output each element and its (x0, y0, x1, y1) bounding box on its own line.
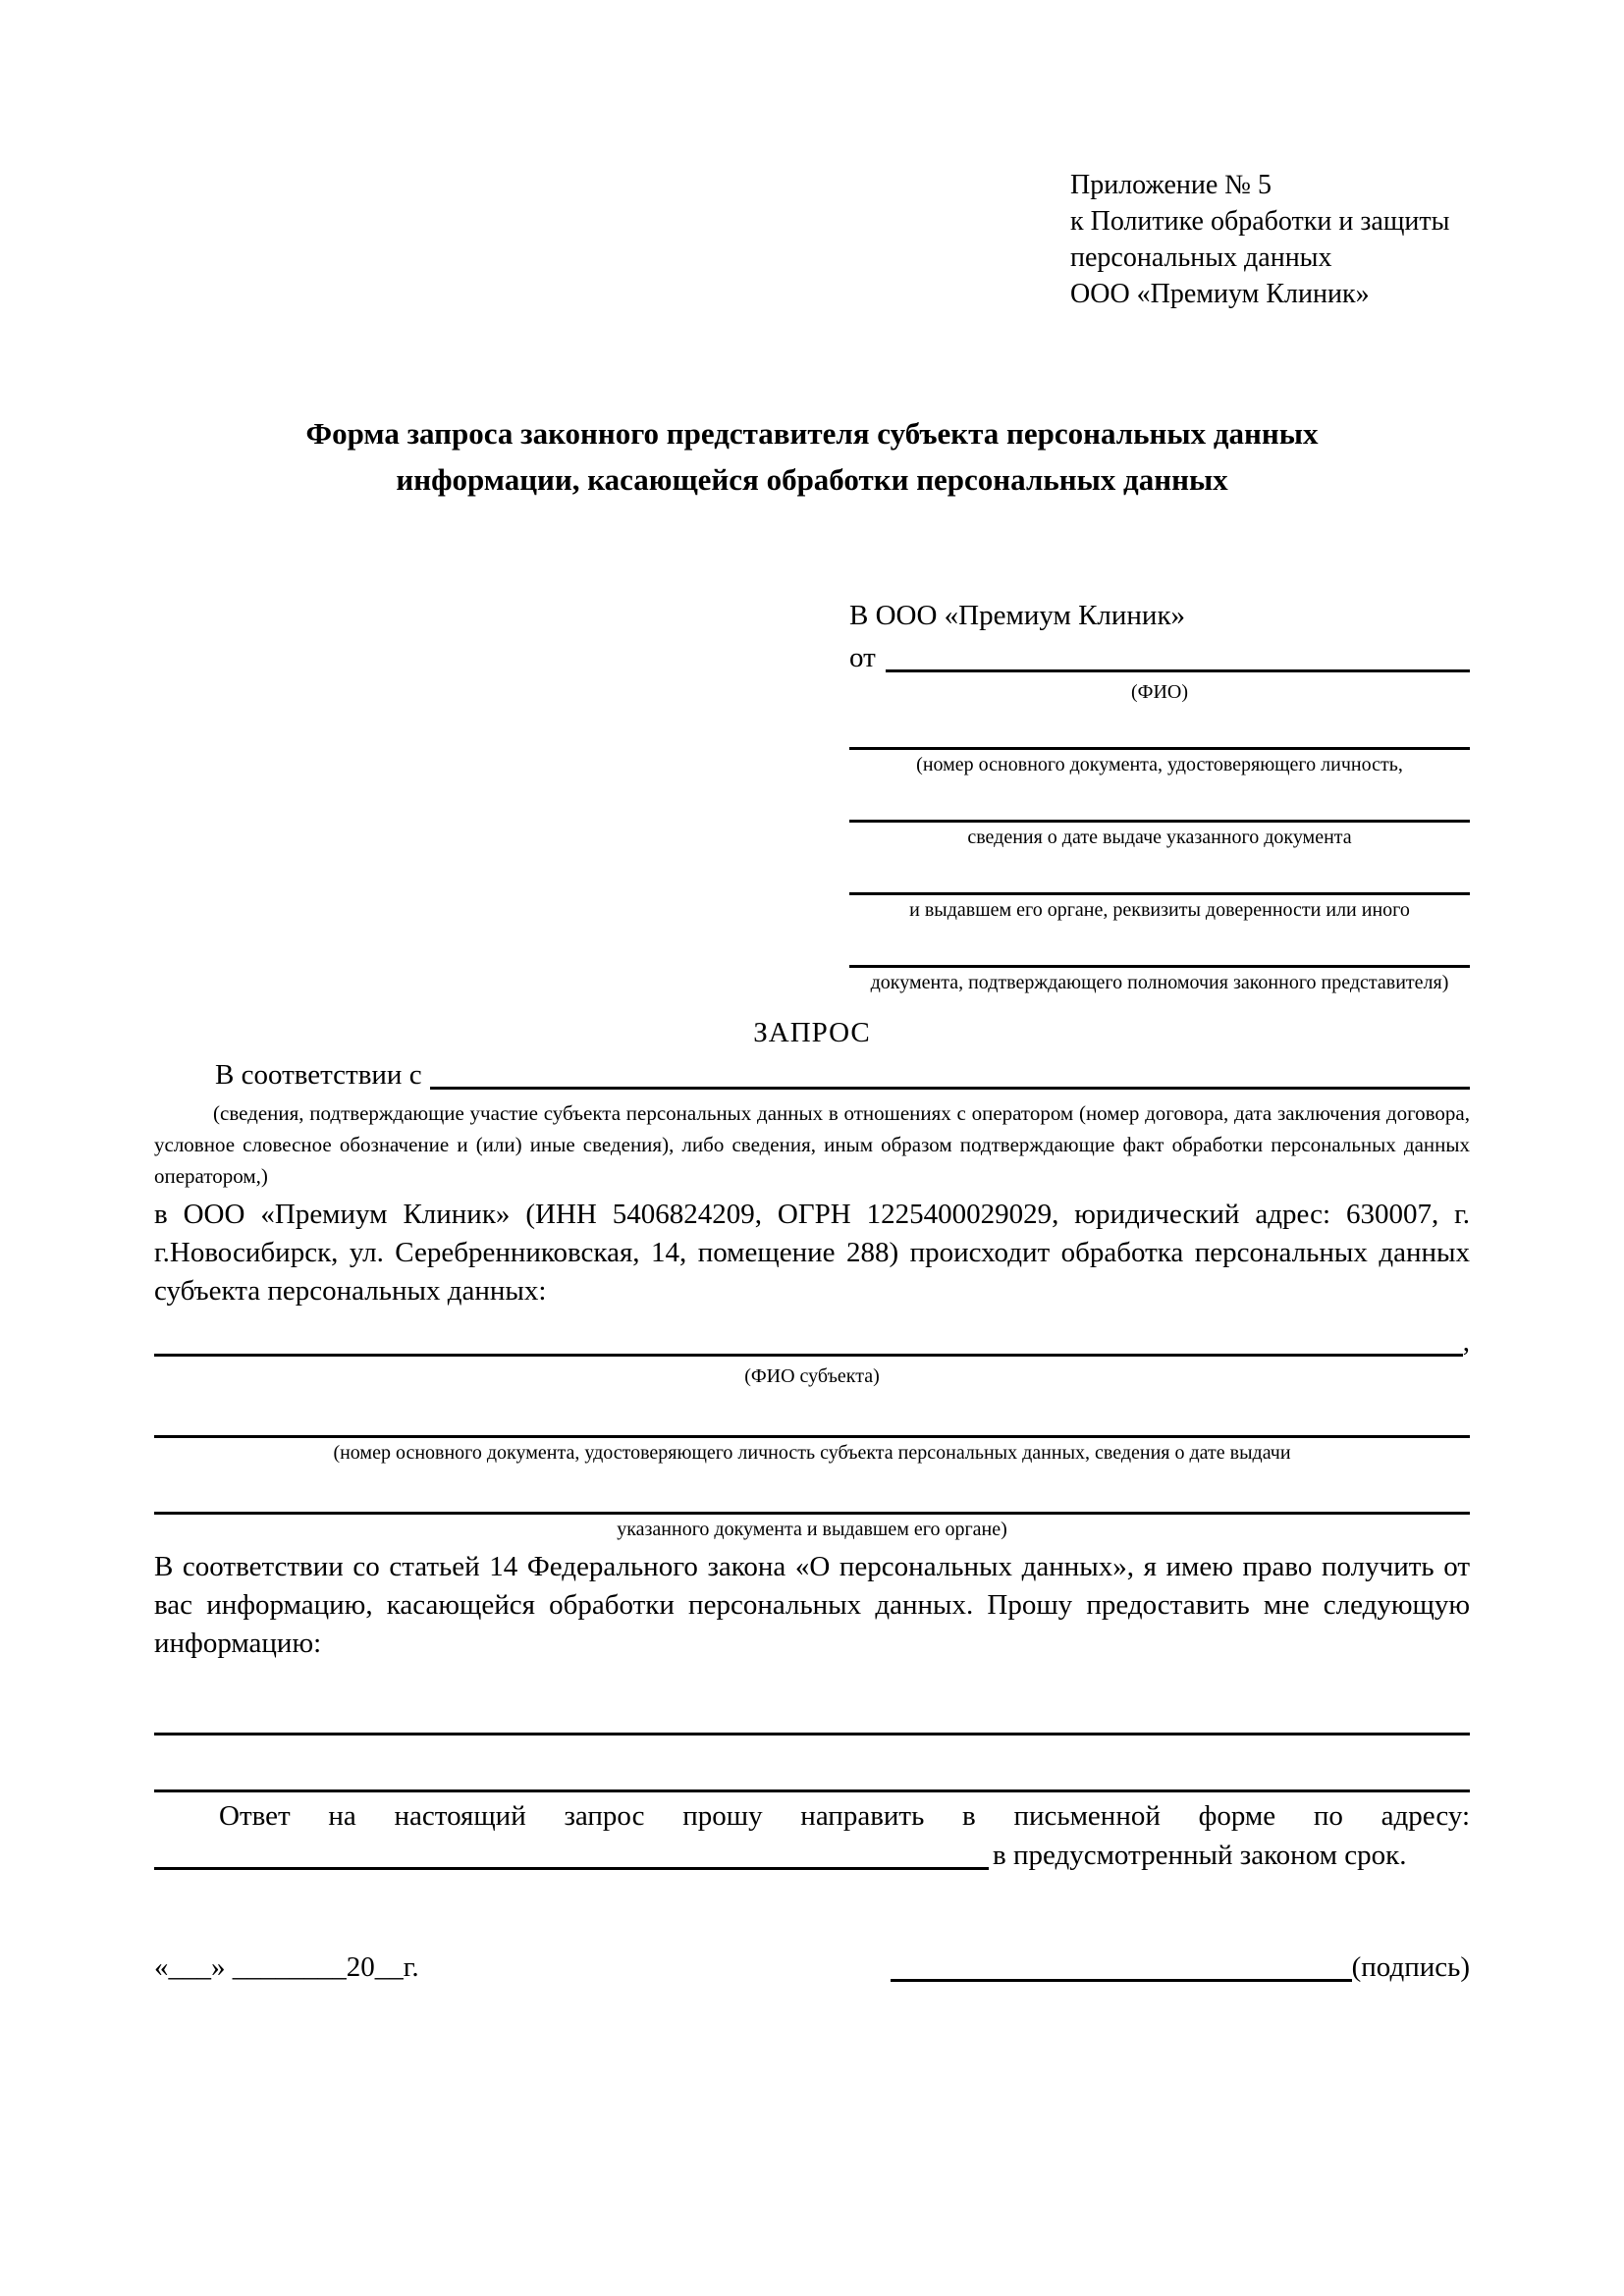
signature-line (891, 1949, 1352, 1982)
blank-line-info-2 (154, 1765, 1470, 1792)
blank-line-doc-issue-date (849, 777, 1470, 823)
doc-issue-date-group (849, 777, 1470, 850)
answer-suffix: в предусмотренный законом срок. (993, 1840, 1407, 1871)
intro-line (154, 1054, 1470, 1095)
law-paragraph: В соответствии со статьей 14 Федерального закона «О персональных данных», я имею право получить от вас информацию, касающейся обработки персональных данных. Прошу предоставить мне следующую информацию: (154, 1551, 1470, 1659)
intro-note: (сведения, подтверждающие участие субъекта персональных данных в отношениях с оператором (номер договора, дата заключения договора, условное словесное обозначение и (или) иные сведения), либо сведения, иным образом подтверждающие факт обработки персональных данных оператором,) (154, 1101, 1470, 1188)
answer-paragraph: Ответ на настоящий запрос прошу направить в письменной форме по адресу: (219, 1800, 1470, 1832)
blank-line-relation-details (430, 1054, 1470, 1090)
doc-authority-caption: и выдавшем его органе, реквизиты доверенности или иного (909, 899, 1410, 921)
subject-fio-line (154, 1322, 1470, 1362)
doc-issue-date-caption: сведения о дате выдаче указанного документа (967, 827, 1352, 848)
appendix-header-line-2: к Политике обработки и защиты (1070, 206, 1450, 237)
doc-authority-group (849, 850, 1470, 923)
form-title (154, 410, 1470, 503)
appendix-header (1070, 167, 1470, 312)
blank-line-address (154, 1836, 989, 1870)
date-line: «___» ________20__г. (154, 1951, 419, 1983)
addressee-block (849, 593, 1470, 995)
from-line (849, 638, 1470, 677)
intro-prefix: В соответствии с (215, 1059, 422, 1091)
blank-line-subject-doc (154, 1411, 1470, 1438)
operator-paragraph: в ООО «Премиум Клиник» (ИНН 5406824209, ОГРН 1225400029029, юридический адрес: 630007, г. г.Новосибирск, ул. Серебренниковская, 14, помещение 288) происходит обработка персональных данных субъекта персональных данных: (154, 1199, 1470, 1307)
subject-doc-caption-1: (номер основного документа, удостоверяющего личность субъекта персональных данных, сведения о дате выдачи (333, 1442, 1291, 1464)
blank-line-doc-number (849, 705, 1470, 750)
blank-line-info-1 (154, 1708, 1470, 1735)
request-heading: ЗАПРОС (753, 1017, 871, 1048)
appendix-header-line-4: ООО «Премиум Клиник» (1070, 279, 1370, 309)
signature-caption: (подпись) (1351, 1951, 1470, 1983)
blank-line-subject-fio (154, 1322, 1463, 1357)
doc-number-group (849, 705, 1470, 777)
form-title-line-2: информации, касающейся обработки персональных данных (396, 462, 1228, 497)
answer-address-line (154, 1836, 1470, 1875)
blank-line-subject-doc-2 (154, 1487, 1470, 1515)
signature-block (891, 1948, 1470, 1987)
appendix-header-line-1: Приложение № 5 (1070, 170, 1272, 200)
attorney-doc-group (849, 923, 1470, 995)
doc-number-caption: (номер основного документа, удостоверяющего личность, (916, 754, 1403, 775)
footer-row (154, 1948, 1470, 1987)
blank-line-representative-fio (886, 638, 1470, 672)
blank-line-doc-authority (849, 850, 1470, 895)
subject-doc-caption-2: указанного документа и выдавшем его органе) (617, 1519, 1007, 1540)
from-label: от (849, 642, 876, 673)
appendix-header-line-3: персональных данных (1070, 242, 1332, 273)
subject-fio-caption: (ФИО субъекта) (744, 1365, 880, 1387)
subject-line-comma: , (1462, 1326, 1470, 1358)
attorney-doc-caption: документа, подтверждающего полномочия законного представителя) (870, 972, 1449, 993)
fio-caption: (ФИО) (1130, 681, 1188, 703)
blank-line-attorney-doc (849, 923, 1470, 968)
addressee-to: В ООО «Премиум Клиник» (849, 600, 1186, 631)
form-title-line-1: Форма запроса законного представителя субъекта персональных данных (305, 416, 1319, 451)
